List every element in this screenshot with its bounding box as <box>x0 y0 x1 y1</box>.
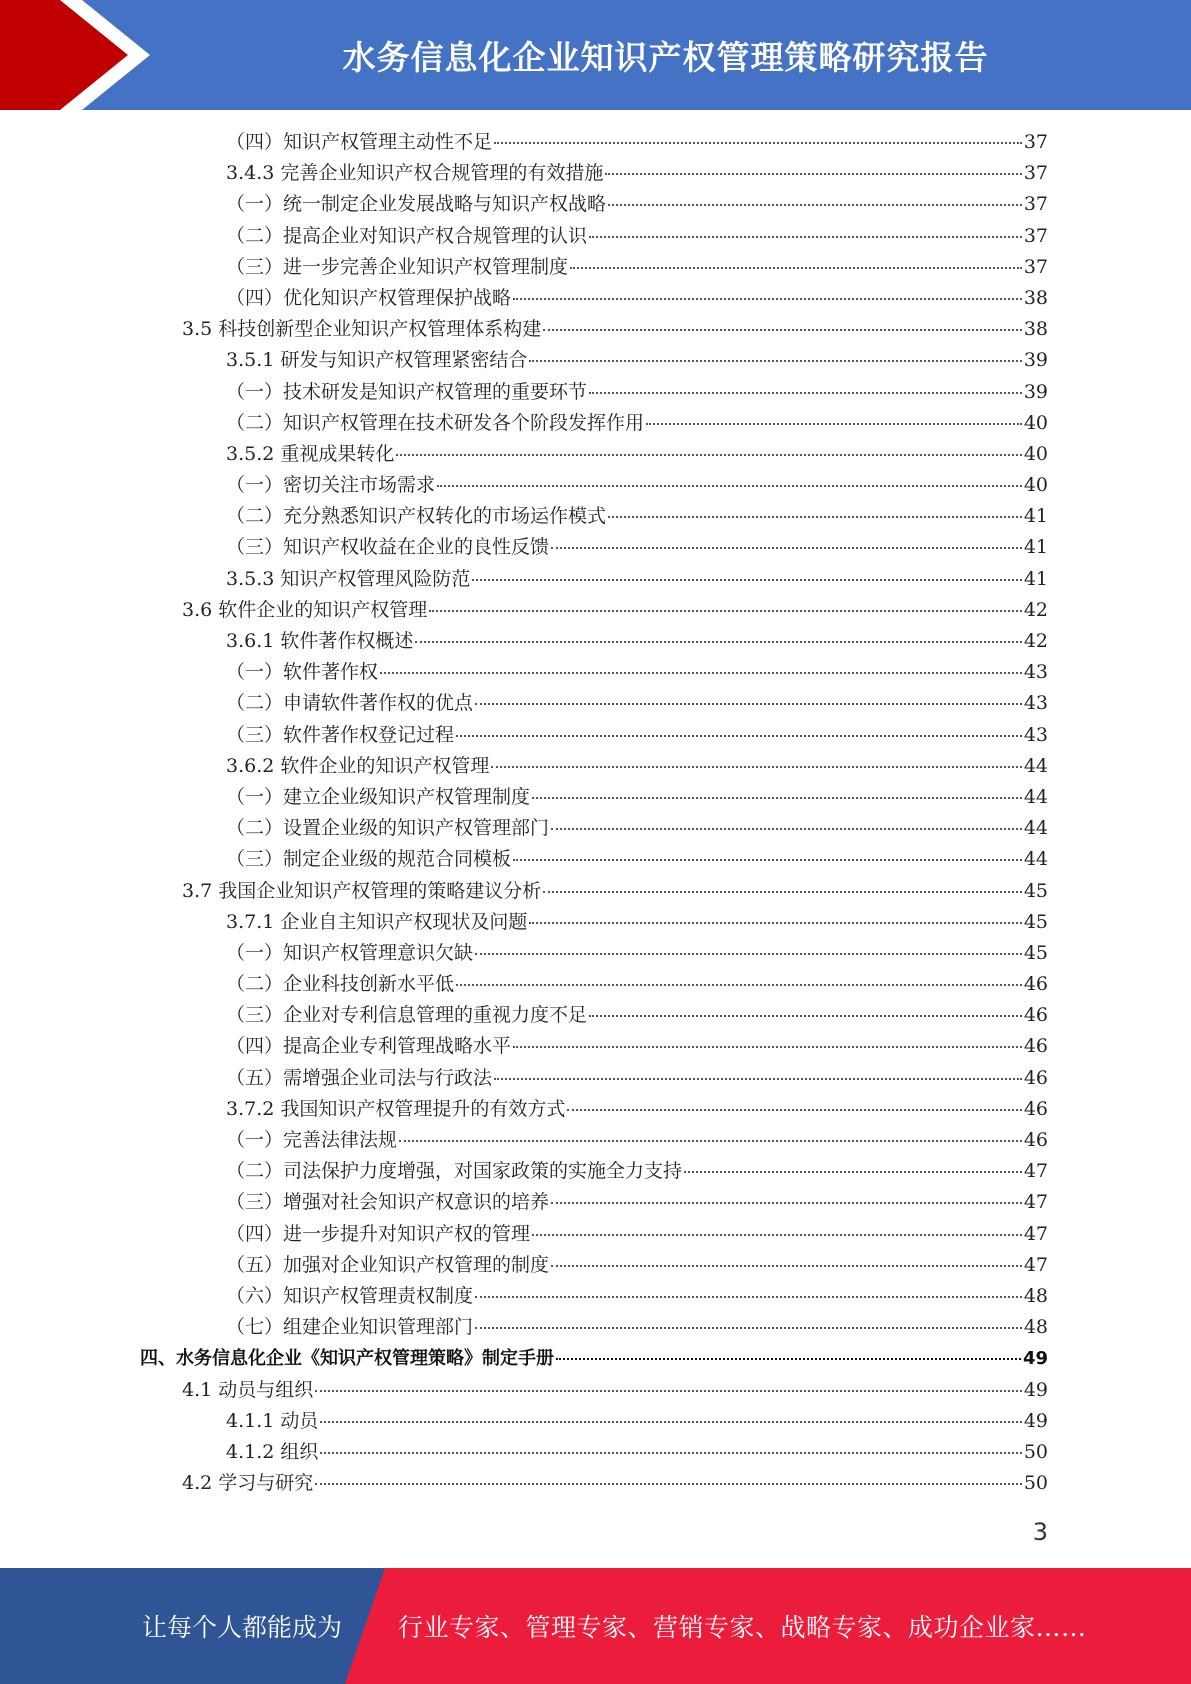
toc-entry[interactable] <box>140 252 1048 283</box>
toc-entry[interactable] <box>140 907 1048 938</box>
toc-entry-label: （四）提高企业专利管理战略水平 <box>226 1035 512 1058</box>
header-arrow-decoration <box>0 0 170 110</box>
toc-entry[interactable] <box>140 345 1048 376</box>
toc-entry-page: 39 <box>1023 349 1048 372</box>
toc-entry-page: 42 <box>1023 598 1048 621</box>
toc-dot-leader <box>437 485 1022 487</box>
toc-entry[interactable] <box>140 283 1048 314</box>
toc-entry[interactable] <box>140 439 1048 470</box>
toc-entry-label: （三）知识产权收益在企业的良性反馈 <box>226 536 550 559</box>
toc-entry-label: 3.5.2 重视成果转化 <box>226 442 395 465</box>
toc-entry-page: 42 <box>1023 630 1048 652</box>
toc-dot-leader <box>315 1390 1022 1392</box>
toc-dot-leader <box>529 922 1021 924</box>
toc-entry-page: 46 <box>1023 1129 1048 1151</box>
toc-dot-leader <box>456 984 1022 986</box>
toc-entry[interactable] <box>140 595 1048 626</box>
toc-entry-label: （二）知识产权管理在技术研发各个阶段发挥作用 <box>226 411 645 434</box>
toc-entry[interactable] <box>140 1250 1048 1281</box>
toc-entry-page: 37 <box>1023 131 1048 153</box>
toc-entry-label: 4.1.1 动员 <box>226 1409 319 1432</box>
toc-entry[interactable] <box>140 1156 1048 1187</box>
toc-entry[interactable] <box>140 1406 1048 1437</box>
toc-dot-leader <box>605 173 1021 175</box>
toc-entry[interactable] <box>140 1343 1048 1374</box>
toc-entry-label: （四）优化知识产权管理保护战略 <box>226 286 512 309</box>
toc-entry-page: 43 <box>1023 723 1048 746</box>
toc-dot-leader <box>589 392 1022 394</box>
toc-entry-label: （二）充分熟悉知识产权转化的市场运作模式 <box>226 505 607 528</box>
toc-entry-label: （一）建立企业级知识产权管理制度 <box>226 785 531 808</box>
toc-dot-leader <box>556 1358 1021 1360</box>
toc-entry-page: 37 <box>1023 224 1048 247</box>
toc-entry[interactable] <box>140 532 1048 563</box>
toc-entry[interactable] <box>140 626 1048 657</box>
toc-dot-leader <box>429 610 1022 612</box>
toc-entry-label: （三）增强对社会知识产权意识的培养 <box>226 1191 550 1214</box>
toc-dot-leader <box>589 236 1022 238</box>
toc-entry-label: （一）统一制定企业发展战略与知识产权战略 <box>226 193 607 216</box>
toc-dot-leader <box>608 516 1022 518</box>
toc-dot-leader <box>532 797 1022 799</box>
toc-entry-page: 39 <box>1023 380 1048 403</box>
toc-entry-label: 3.7.2 我国知识产权管理提升的有效方式 <box>226 1097 566 1120</box>
toc-entry-page: 44 <box>1023 754 1048 777</box>
table-of-contents <box>140 127 1048 1499</box>
toc-entry-label: 4.1 动员与组织 <box>182 1378 314 1401</box>
toc-entry-label: 3.7.1 企业自主知识产权现状及问题 <box>226 910 528 933</box>
toc-entry-label: （六）知识产权管理责权制度 <box>226 1284 474 1307</box>
toc-entry[interactable] <box>140 377 1048 408</box>
toc-entry[interactable] <box>140 969 1048 1000</box>
toc-entry[interactable] <box>140 1094 1048 1125</box>
toc-entry-page: 46 <box>1023 1004 1048 1027</box>
toc-dot-leader <box>475 1327 1022 1329</box>
toc-dot-leader <box>494 142 1022 144</box>
toc-entry-page: 46 <box>1023 1097 1048 1120</box>
toc-entry-label: （一）密切关注市场需求 <box>226 474 436 497</box>
toc-dot-leader <box>491 766 1021 768</box>
page-number: 3 <box>1032 1518 1048 1546</box>
toc-entry-page: 45 <box>1023 910 1048 933</box>
header-red-triangle <box>0 0 128 110</box>
toc-dot-leader <box>494 1078 1022 1080</box>
toc-entry-page: 47 <box>1023 1160 1048 1183</box>
toc-entry-page: 45 <box>1023 941 1048 964</box>
toc-dot-leader <box>380 672 1022 674</box>
toc-entry-page: 37 <box>1023 162 1048 185</box>
toc-dot-leader <box>551 1265 1022 1267</box>
toc-entry-page: 47 <box>1023 1222 1048 1245</box>
toc-entry-page: 45 <box>1023 879 1048 902</box>
toc-dot-leader <box>415 641 1021 643</box>
toc-entry-page: 48 <box>1023 1284 1048 1307</box>
toc-dot-leader <box>532 1234 1022 1236</box>
toc-dot-leader <box>684 1171 1022 1173</box>
toc-entry[interactable] <box>140 1063 1048 1094</box>
toc-entry[interactable] <box>140 844 1048 875</box>
toc-entry-label: （二）提高企业对知识产权合规管理的认识 <box>226 224 588 247</box>
toc-entry-page: 44 <box>1023 848 1048 871</box>
toc-entry[interactable] <box>140 1219 1048 1250</box>
toc-entry[interactable] <box>140 158 1048 189</box>
toc-entry-label: （二）设置企业级的知识产权管理部门 <box>226 817 550 840</box>
toc-entry[interactable] <box>140 1000 1048 1031</box>
footer-slogan-left: 让每个人都能成为 <box>142 1613 343 1642</box>
toc-entry[interactable] <box>140 876 1048 907</box>
toc-entry[interactable] <box>140 1312 1048 1343</box>
toc-entry[interactable] <box>140 1437 1048 1468</box>
toc-dot-leader <box>472 579 1021 581</box>
toc-entry[interactable] <box>140 782 1048 813</box>
toc-dot-leader <box>646 423 1022 425</box>
toc-entry-label: （一）知识产权管理意识欠缺 <box>226 941 474 964</box>
toc-entry[interactable] <box>140 657 1048 688</box>
toc-entry-label: 3.5.3 知识产权管理风险防范 <box>226 567 471 590</box>
footer-slogan-right: 行业专家、管理专家、营销专家、战略专家、成功企业家…… <box>398 1613 1087 1642</box>
toc-entry-label: （四）知识产权管理主动性不足 <box>226 131 493 153</box>
toc-dot-leader <box>320 1452 1021 1454</box>
toc-dot-leader <box>570 267 1022 269</box>
toc-entry[interactable] <box>140 189 1048 220</box>
toc-dot-leader <box>543 329 1022 331</box>
toc-entry-page: 40 <box>1023 411 1048 434</box>
toc-entry-page: 50 <box>1023 1440 1048 1463</box>
toc-entry-label: （一）软件著作权 <box>226 661 379 684</box>
toc-entry-page: 37 <box>1023 193 1048 216</box>
toc-entry[interactable] <box>140 1031 1048 1062</box>
toc-entry-label: （二）企业科技创新水平低 <box>226 973 455 996</box>
toc-entry-label: （七）组建企业知识管理部门 <box>226 1316 474 1339</box>
toc-entry-label: （五）需增强企业司法与行政法 <box>226 1066 493 1089</box>
toc-entry-page: 38 <box>1023 286 1048 309</box>
toc-entry[interactable] <box>140 1468 1048 1499</box>
toc-entry-page: 43 <box>1023 692 1048 715</box>
toc-entry-page: 41 <box>1023 567 1048 590</box>
toc-entry-label: （二）司法保护力度增强，对国家政策的实施全力支持 <box>226 1160 683 1183</box>
toc-dot-leader <box>543 891 1022 893</box>
toc-dot-leader <box>456 735 1022 737</box>
toc-entry-page: 46 <box>1023 1035 1048 1058</box>
toc-entry-page: 47 <box>1023 1191 1048 1214</box>
toc-entry-page: 37 <box>1023 255 1048 278</box>
toc-dot-leader <box>475 703 1022 705</box>
toc-dot-leader <box>320 1421 1021 1423</box>
toc-entry-page: 48 <box>1023 1316 1048 1339</box>
toc-entry-label: （一）完善法律法规 <box>226 1129 398 1151</box>
toc-entry[interactable] <box>140 1125 1048 1156</box>
toc-entry-label: 3.6.2 软件企业的知识产权管理 <box>226 754 490 777</box>
toc-entry[interactable] <box>140 1187 1048 1218</box>
toc-entry-label: 3.5.1 研发与知识产权管理紧密结合 <box>226 349 528 372</box>
toc-dot-leader <box>567 1109 1021 1111</box>
toc-entry-label: （三）制定企业级的规范合同模板 <box>226 848 512 871</box>
toc-dot-leader <box>551 547 1022 549</box>
toc-dot-leader <box>513 298 1022 300</box>
toc-entry-page: 49 <box>1022 1348 1048 1370</box>
toc-entry[interactable] <box>140 688 1048 719</box>
page-footer <box>0 1568 1191 1684</box>
toc-entry-page: 41 <box>1023 505 1048 528</box>
toc-entry-label: 3.7 我国企业知识产权管理的策略建议分析 <box>182 879 542 902</box>
toc-dot-leader <box>589 1015 1022 1017</box>
toc-entry-label: （三）企业对专利信息管理的重视力度不足 <box>226 1004 588 1027</box>
toc-dot-leader <box>608 204 1022 206</box>
toc-entry[interactable] <box>140 501 1048 532</box>
toc-entry-page: 46 <box>1023 1066 1048 1089</box>
toc-dot-leader <box>399 1140 1022 1142</box>
toc-entry-label: 4.1.2 组织 <box>226 1440 319 1463</box>
toc-entry-label: （三）进一步完善企业知识产权管理制度 <box>226 255 569 278</box>
toc-entry[interactable] <box>140 127 1048 158</box>
toc-entry-label: （三）软件著作权登记过程 <box>226 723 455 746</box>
toc-entry-label: （四）进一步提升对知识产权的管理 <box>226 1222 531 1245</box>
toc-entry-page: 40 <box>1023 474 1048 497</box>
toc-entry-page: 41 <box>1023 536 1048 559</box>
toc-dot-leader <box>529 360 1021 362</box>
toc-entry[interactable] <box>140 813 1048 844</box>
toc-dot-leader <box>551 1202 1022 1204</box>
toc-entry-label: 3.6.1 软件著作权概述 <box>226 630 414 652</box>
toc-entry[interactable] <box>140 1375 1048 1406</box>
toc-entry[interactable] <box>140 720 1048 751</box>
toc-dot-leader <box>513 1046 1022 1048</box>
toc-dot-leader <box>315 1483 1022 1485</box>
toc-entry-page: 44 <box>1023 817 1048 840</box>
toc-entry[interactable] <box>140 408 1048 439</box>
toc-entry-label: 3.6 软件企业的知识产权管理 <box>182 598 428 621</box>
toc-entry-label: 3.5 科技创新型企业知识产权管理体系构建 <box>182 318 542 341</box>
toc-dot-leader <box>551 828 1022 830</box>
page-header <box>0 0 1191 110</box>
toc-entry[interactable] <box>140 751 1048 782</box>
toc-entry-page: 43 <box>1023 661 1048 684</box>
toc-entry-page: 49 <box>1023 1409 1048 1432</box>
toc-entry-label: （二）申请软件著作权的优点 <box>226 692 474 715</box>
toc-entry[interactable] <box>140 1281 1048 1312</box>
toc-entry-page: 44 <box>1023 785 1048 808</box>
toc-entry-label: 4.2 学习与研究 <box>182 1472 314 1495</box>
page-title: 水务信息化企业知识产权管理策略研究报告 <box>342 37 989 77</box>
toc-dot-leader <box>396 454 1021 456</box>
toc-entry-page: 49 <box>1023 1378 1048 1401</box>
toc-entry-label: 四、水务信息化企业《知识产权管理策略》制定手册 <box>140 1348 554 1370</box>
toc-entry-label: 3.4.3 完善企业知识产权合规管理的有效措施 <box>226 162 604 185</box>
toc-dot-leader <box>475 953 1022 955</box>
toc-entry-page: 46 <box>1023 973 1048 996</box>
toc-entry-page: 50 <box>1023 1472 1048 1495</box>
toc-entry[interactable] <box>140 221 1048 252</box>
toc-entry[interactable] <box>140 564 1048 595</box>
toc-entry-page: 38 <box>1023 318 1048 341</box>
toc-entry[interactable] <box>140 314 1048 345</box>
toc-dot-leader <box>513 859 1022 861</box>
toc-entry-label: （五）加强对企业知识产权管理的制度 <box>226 1253 550 1276</box>
toc-entry[interactable] <box>140 938 1048 969</box>
toc-entry-page: 40 <box>1023 442 1048 465</box>
toc-entry-label: （一）技术研发是知识产权管理的重要环节 <box>226 380 588 403</box>
toc-entry[interactable] <box>140 470 1048 501</box>
toc-dot-leader <box>475 1296 1022 1298</box>
toc-entry-page: 47 <box>1023 1253 1048 1276</box>
